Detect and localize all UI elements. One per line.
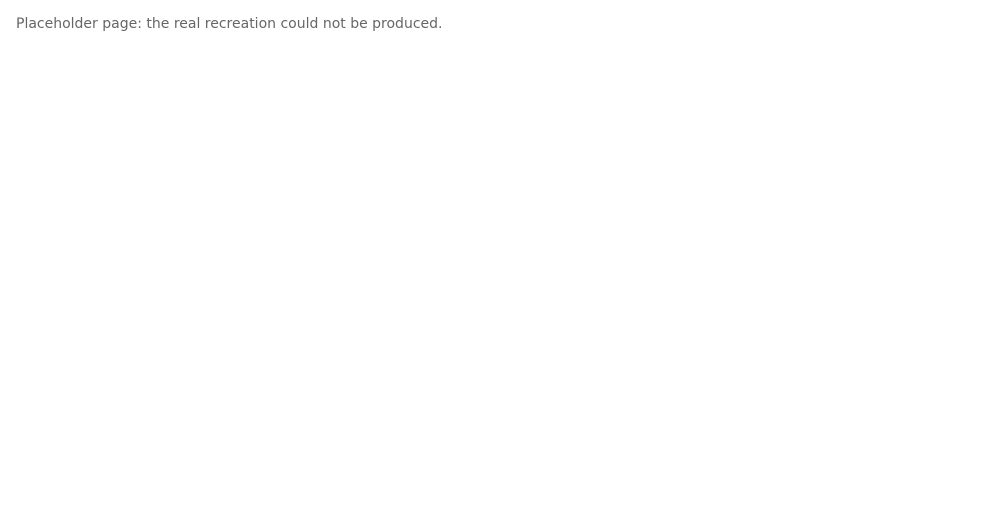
placeholder-note: Placeholder page: the real recreation could not be produced. — [16, 16, 443, 32]
